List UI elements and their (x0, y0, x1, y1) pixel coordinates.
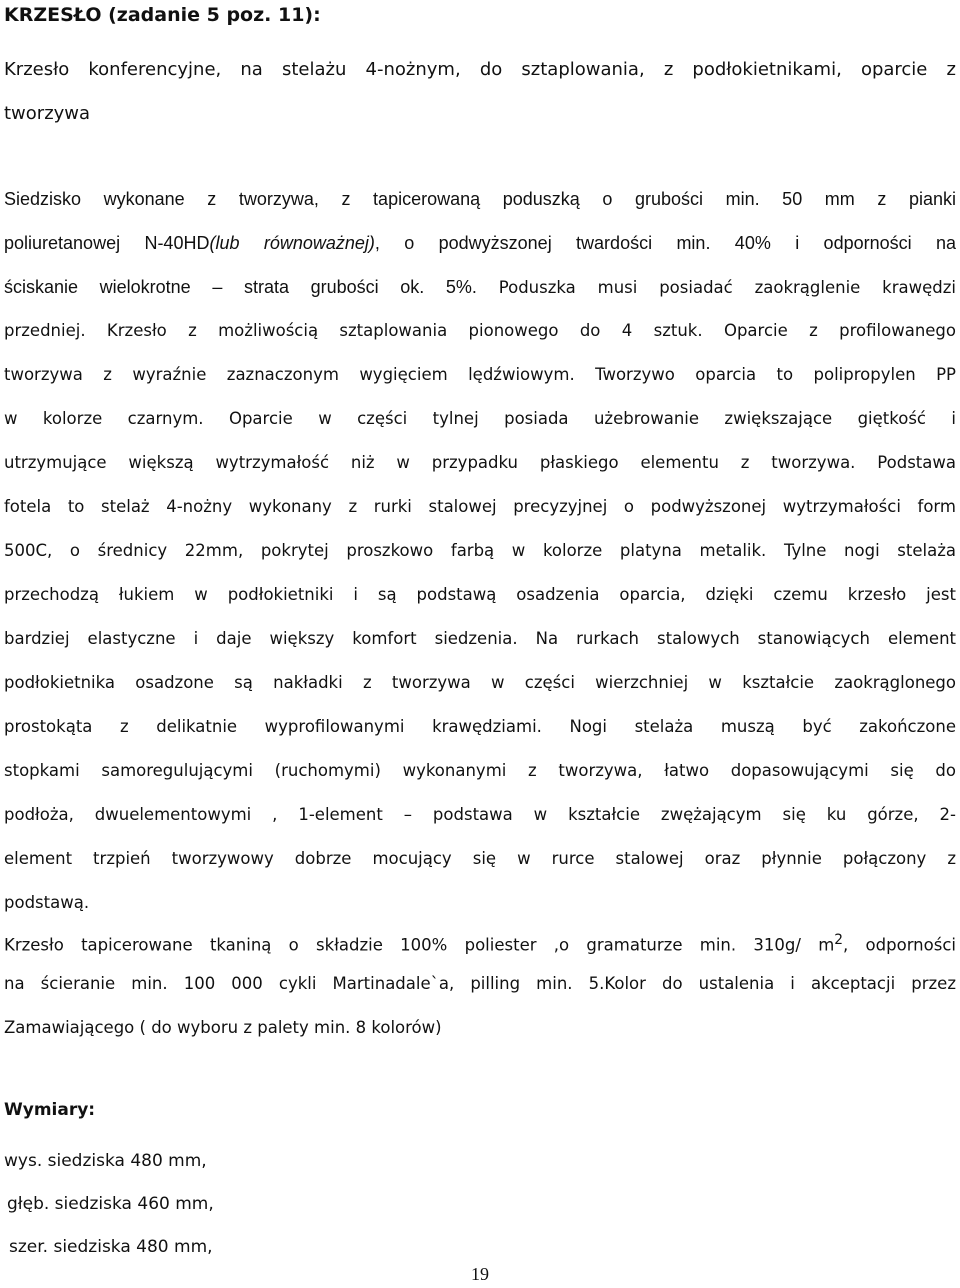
dimension-item: szer. siedziska 480 mm, (9, 1237, 213, 1257)
description-line: Siedzisko wykonane z tworzywa, z tapicerowaną poduszką o grubości min. 50 mm z pianki (4, 189, 956, 209)
product-description (4, 177, 956, 925)
description-line: poliuretanowej N-40HD(lub równoważnej), o podwyższonej twardości min. 40% i odporności na (4, 233, 956, 253)
description-line: stopkami samoregulującymi (ruchomymi) wykonanymi z tworzywa, łatwo dopasowującymi się do (4, 761, 956, 780)
upholstery-spec (4, 918, 956, 1050)
superscript: 2 (834, 932, 844, 948)
description-line: przedniej. Krzesło z możliwością sztaplowania pionowego do 4 sztuk. Oparcie z profilowanego (4, 321, 956, 340)
description-line: element trzpień tworzywowy dobrze mocujący się w rurce stalowej oraz płynnie połączony z (4, 849, 956, 868)
spec-line: na ścieranie min. 100 000 cykli Martinadale`a, pilling min. 5.Kolor do ustalenia i akceptacji przez (4, 974, 956, 993)
dimension-item: wys. siedziska 480 mm, (4, 1151, 207, 1171)
description-line: utrzymujące większą wytrzymałość niż w przypadku płaskiego elementu z tworzywa. Podstawa (4, 453, 956, 472)
description-line: tworzywa z wyraźnie zaznaczonym wygięciem lędźwiowym. Tworzywo oparcia to polipropylen PP (4, 365, 956, 384)
page-title: KRZESŁO (zadanie 5 poz. 11): (4, 4, 321, 26)
spec-line: Krzesło tapicerowane tkaniną o składzie 100% poliester ,o gramaturze min. 310g/ $m^2$, odporności (4, 932, 956, 955)
description-line: przechodzą łukiem w podłokietniki i są podstawą osadzenia oparcia, dzięki czemu krzesło jest (4, 585, 956, 604)
description-line: ściskanie wielokrotne – strata grubości ok. 5%. Poduszka musi posiadać zaokrąglenie krawędzi (4, 277, 956, 297)
dimension-item: głęb. siedziska 460 mm, (7, 1194, 214, 1214)
description-line: w kolorze czarnym. Oparcie w części tylnej posiada użebrowanie zwiększające giętkość i (4, 409, 956, 428)
page-number: 19 (471, 1264, 489, 1284)
description-line: 500C, o średnicy 22mm, pokrytej proszkowo farbą w kolorze platyna metalik. Tylne nogi stelaża (4, 541, 956, 560)
description-line: prostokąta z delikatnie wyprofilowanymi krawędziami. Nogi stelaża muszą być zakończone (4, 717, 956, 736)
summary-line: tworzywa (4, 103, 91, 124)
summary-line: Krzesło konferencyjne, na stelażu 4-nożnym, do sztaplowania, z podłokietnikami, oparcie z (4, 59, 956, 80)
description-line: bardziej elastyczne i daje większy komfort siedzenia. Na rurkach stalowych stanowiących element (4, 629, 956, 648)
description-line: podstawą. (4, 893, 90, 912)
dimensions-heading: Wymiary: (4, 1100, 96, 1120)
dimensions-list (4, 1140, 214, 1269)
spec-line: Zamawiającego ( do wyboru z palety min. 8 kolorów) (4, 1018, 442, 1037)
description-line: fotela to stelaż 4-nożny wykonany z rurki stalowej precyzyjnej o podwyższonej wytrzymałości form (4, 497, 956, 516)
description-line: podłokietnika osadzone są nakładki z tworzywa w części wierzchniej w kształcie zaokrąglonego (4, 673, 956, 692)
product-summary (4, 48, 956, 136)
description-line: podłoża, dwuelementowymi , 1-element – podstawa w kształcie zwężającym się ku górze, 2- (4, 805, 956, 824)
